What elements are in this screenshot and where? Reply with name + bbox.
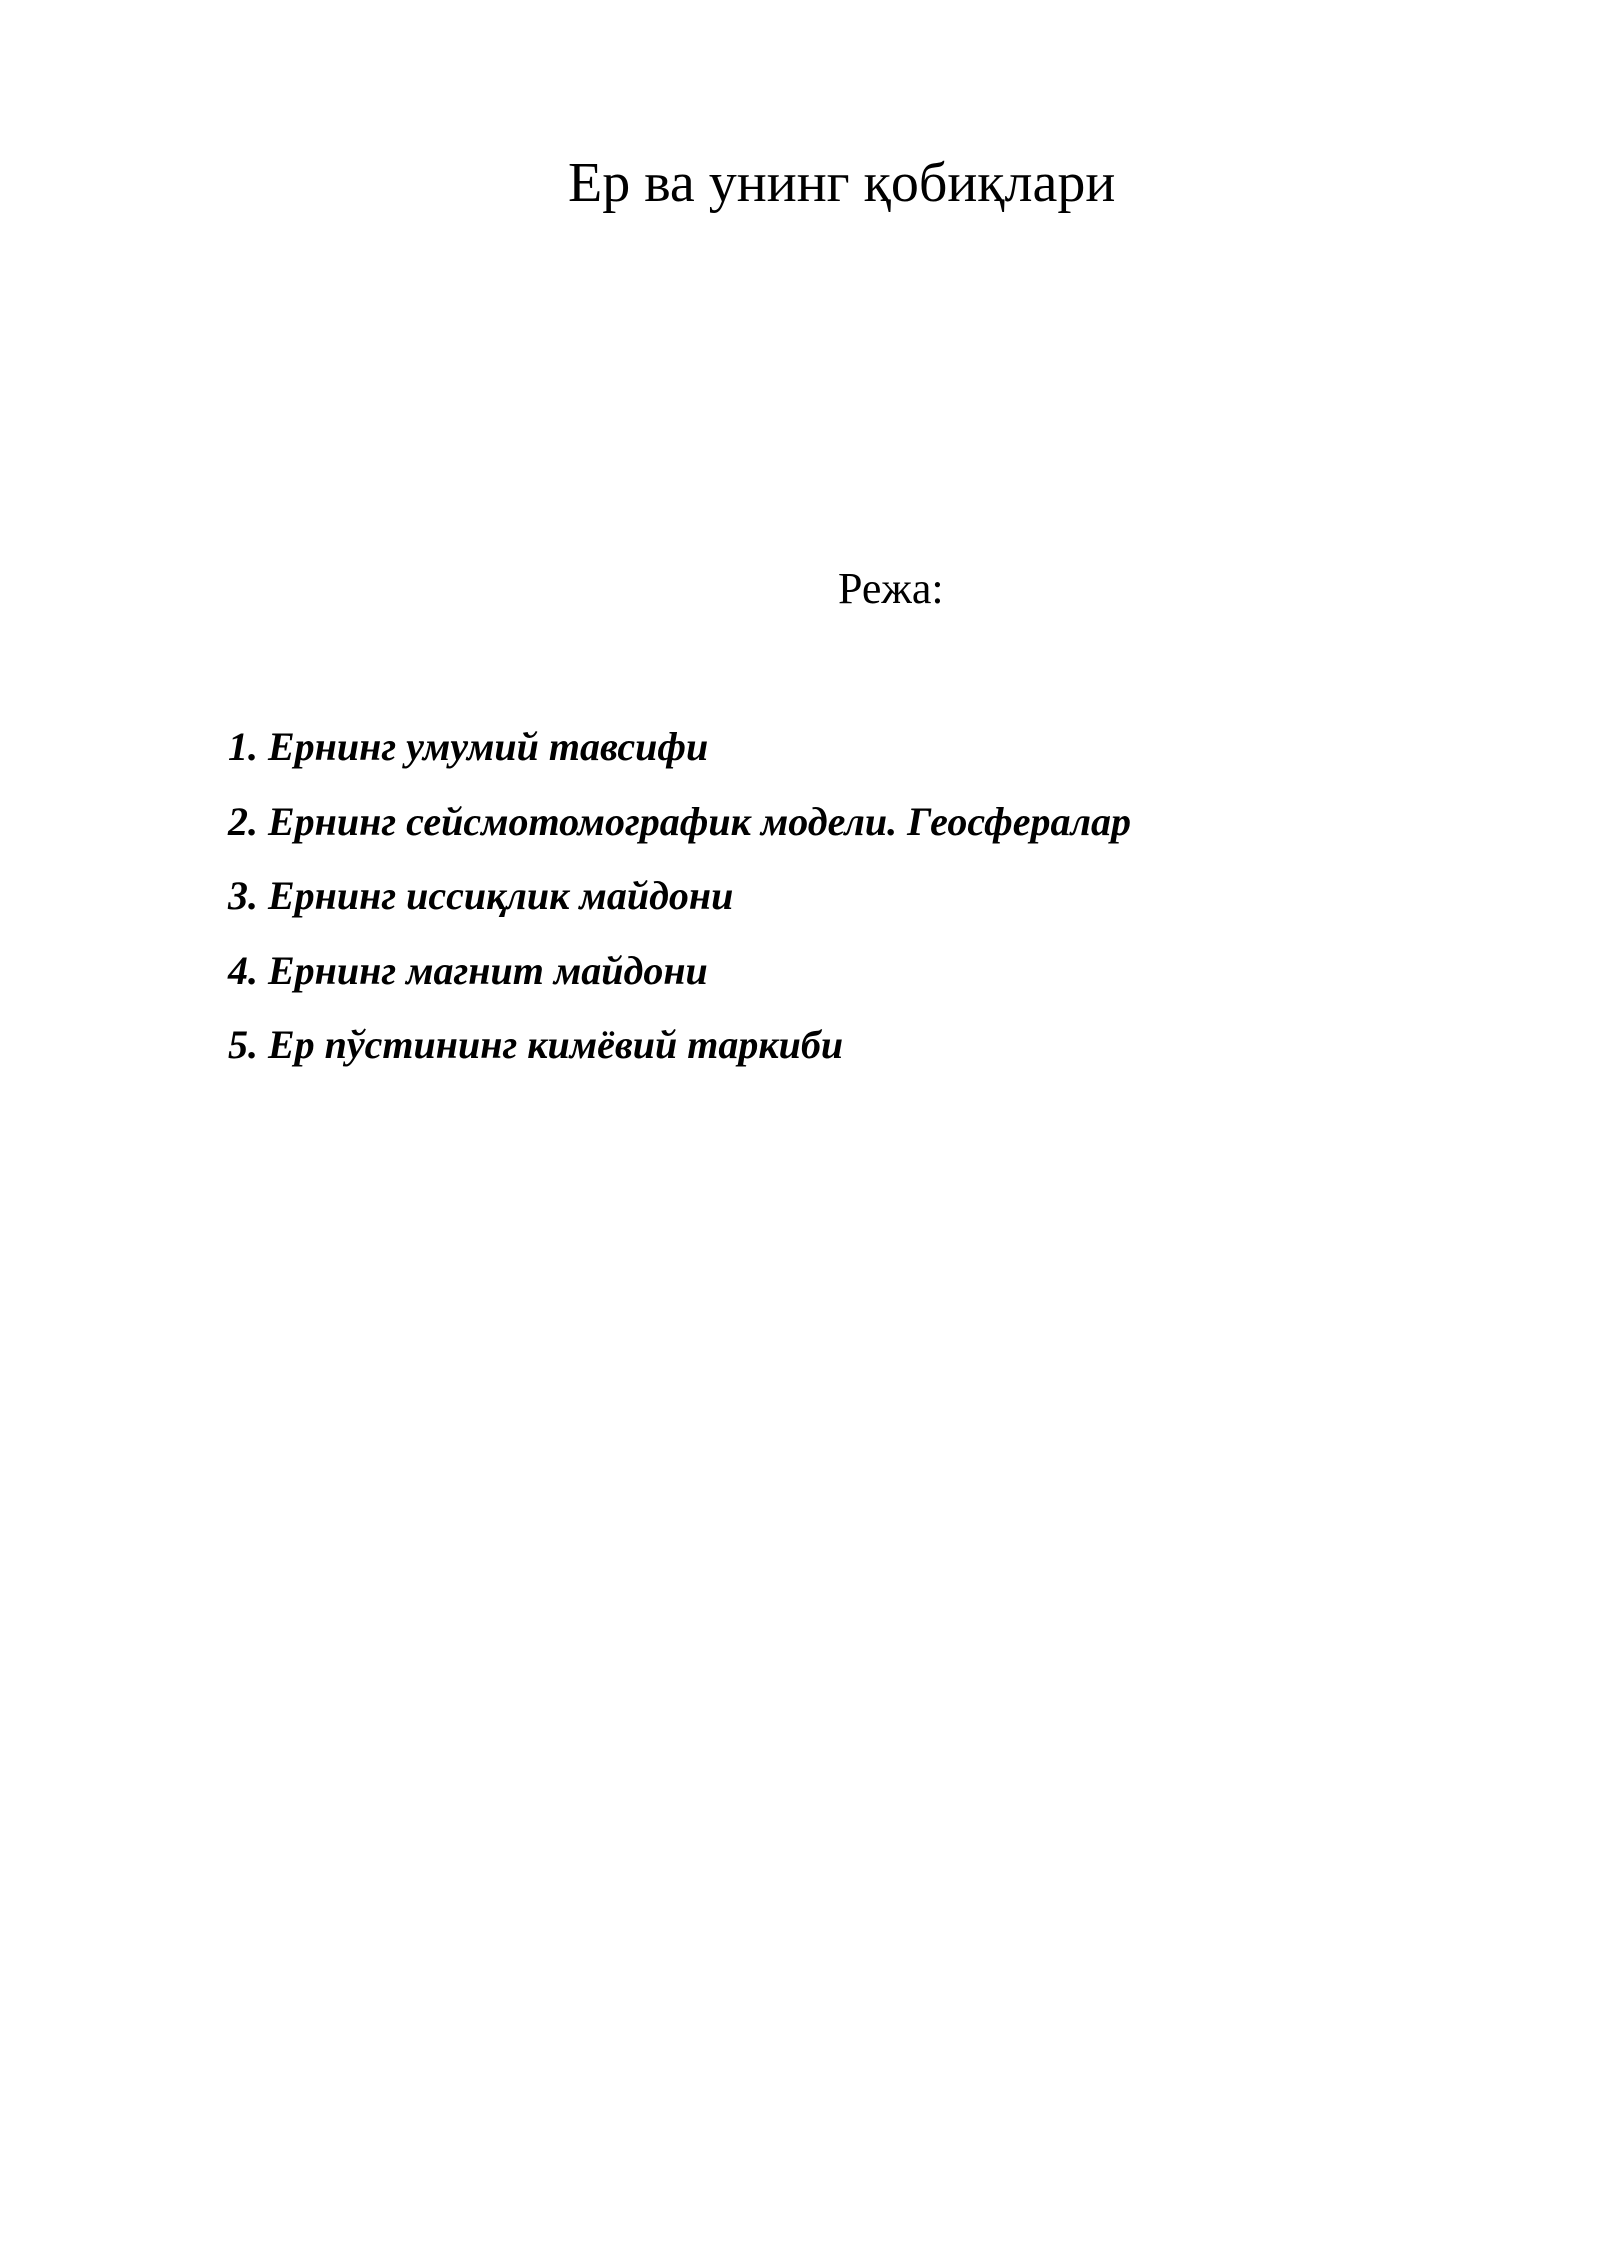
document-title: Ер ва унинг қобиқлари (568, 152, 1116, 214)
plan-item: 1. Ернинг умумий тавсифи (228, 724, 709, 769)
plan-heading: Режа: (838, 564, 944, 613)
plan-item: 2. Ернинг сейсмотомографик модели. Геосфералар (228, 798, 1131, 844)
plan-item: 4. Ернинг магнит майдони (228, 947, 708, 993)
plan-list (228, 710, 1131, 1083)
plan-item: 5. Ер пўстининг кимёвий таркиби (228, 1022, 844, 1067)
plan-item: 3. Ернинг иссиқлик майдони (228, 873, 734, 918)
